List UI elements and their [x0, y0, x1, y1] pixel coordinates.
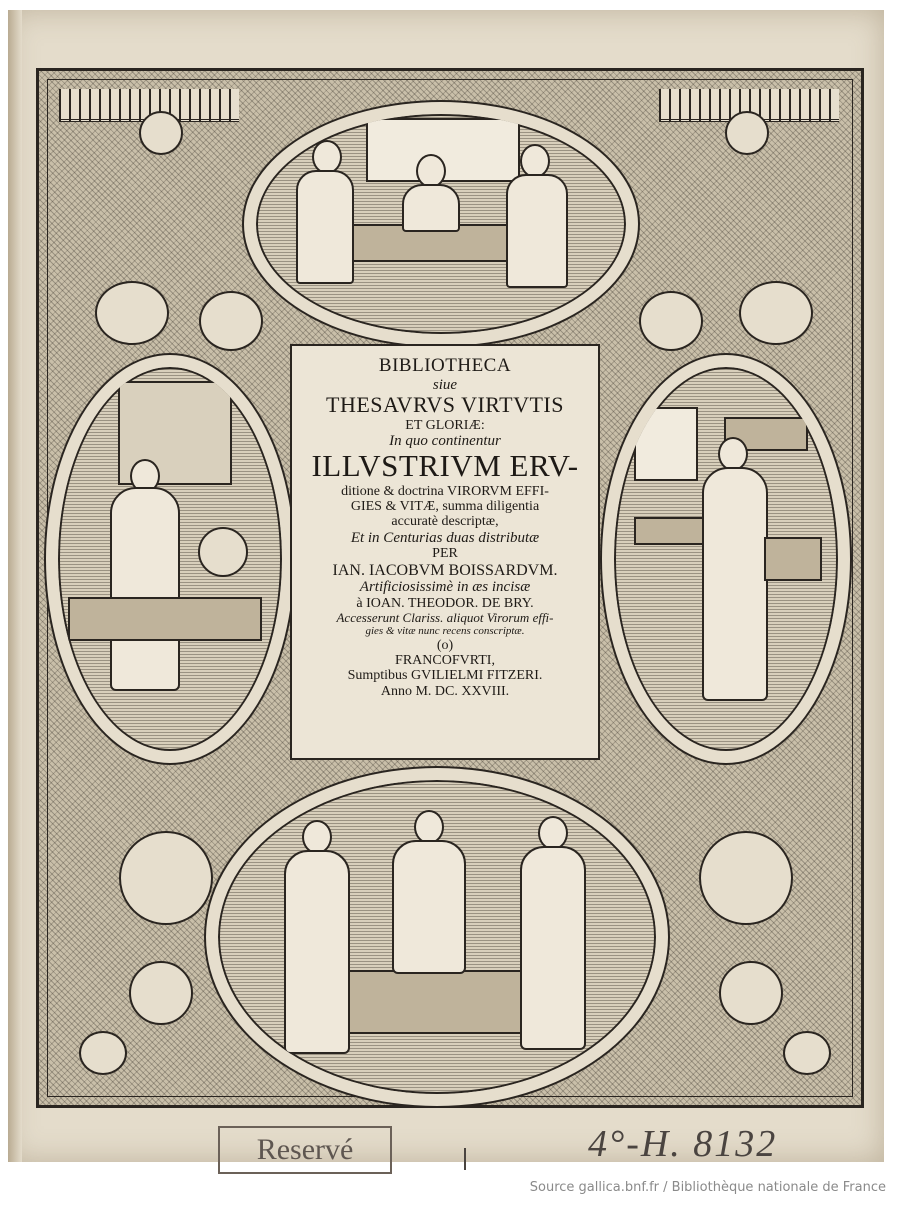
title-cartouche	[290, 344, 600, 760]
title-line-8: GIES & VITÆ, summa diligentia	[350, 498, 540, 514]
title-line-3: THESAVRVS VIRTVTIS	[326, 392, 564, 418]
title-line-4: ET GLORIÆ:	[405, 417, 485, 433]
title-line-18: FRANCOFVRTI,	[395, 652, 495, 668]
title-line-12: IAN. IACOBVM BOISSARDVM.	[332, 561, 558, 579]
standing-right-head	[538, 816, 568, 850]
reader-robe	[702, 467, 768, 701]
reserve-stamp: Reservé	[218, 1126, 392, 1174]
title-line-20: Anno M. DC. XXVIII.	[380, 683, 510, 699]
left-fruit-garland-ornament-2	[199, 291, 263, 351]
standing-left-figure	[284, 850, 350, 1054]
seated-figure-head	[414, 810, 444, 844]
top-right-mask-ornament	[725, 111, 769, 155]
source-attribution: Source gallica.bnf.fr / Bibliothèque nationale de France	[529, 1180, 886, 1195]
scholar-left-head	[312, 140, 342, 174]
title-line-2: siue	[432, 376, 458, 393]
bottom-right-flower-ornament	[719, 961, 783, 1025]
lectern	[634, 517, 708, 545]
bottom-oval-audience-scene	[206, 768, 668, 1106]
title-line-9: accuratè descriptæ,	[391, 514, 499, 530]
book-table	[764, 537, 822, 581]
astronomer-table	[68, 597, 262, 641]
book-spine-shadow	[8, 10, 22, 1162]
right-scroll-ornament	[699, 831, 793, 925]
title-line-19: Sumptibus GVILIELMI FITZERI.	[347, 668, 543, 684]
standing-right-figure	[520, 846, 586, 1050]
astronomer-robe	[110, 487, 180, 691]
top-left-mask-ornament	[139, 111, 183, 155]
book-page	[8, 10, 884, 1166]
library-window	[634, 407, 698, 481]
title-line-6: ILLVSTRIVM ERV-	[311, 448, 579, 484]
pencil-tick-mark	[464, 1148, 466, 1170]
title-line-11: PER	[432, 546, 458, 562]
title-line-1: BIBLIOTHECA	[378, 355, 512, 376]
title-line-5: In quo continentur	[389, 432, 501, 449]
standing-left-head	[302, 820, 332, 854]
scholar-left-figure	[296, 170, 354, 284]
reader-head	[718, 437, 748, 471]
armillary-globe	[198, 527, 248, 577]
left-oval-astronomer-scene	[46, 355, 294, 763]
bottom-right-mask-ornament	[783, 1031, 831, 1075]
right-fruit-garland-ornament	[639, 291, 703, 351]
title-line-13: Artificiosissimè in æs incisæ	[359, 579, 531, 596]
title-line-14: à IOAN. THEODOR. DE BRY.	[356, 595, 534, 611]
title-line-10: Et in Centurias duas distributæ	[350, 529, 540, 546]
throne-steps	[338, 970, 522, 1034]
seated-figure	[392, 840, 466, 974]
title-line-16: gies & vitæ nunc recens conscriptæ.	[365, 625, 525, 638]
right-oval-reader-scene	[602, 355, 850, 763]
title-line-17-fleuron: (o)	[436, 637, 454, 653]
bottom-left-mask-ornament	[79, 1031, 127, 1075]
scholar-center-head	[416, 154, 446, 188]
title-line-15: Accesserunt Clariss. aliquot Virorum effi-	[336, 610, 554, 626]
shelfmark: 4°-H. 8132	[588, 1123, 778, 1165]
right-fruit-garland-ornament-2	[739, 281, 813, 345]
title-line-7: ditione & doctrina VIRORVM EFFI-	[341, 483, 549, 499]
bottom-left-flower-ornament	[129, 961, 193, 1025]
left-scroll-ornament	[119, 831, 213, 925]
top-oval-scholars-scene	[244, 102, 638, 346]
scholar-right-head	[520, 144, 550, 178]
scholar-right-figure	[506, 174, 568, 288]
left-fruit-garland-ornament	[95, 281, 169, 345]
scholar-center-figure	[402, 184, 460, 232]
